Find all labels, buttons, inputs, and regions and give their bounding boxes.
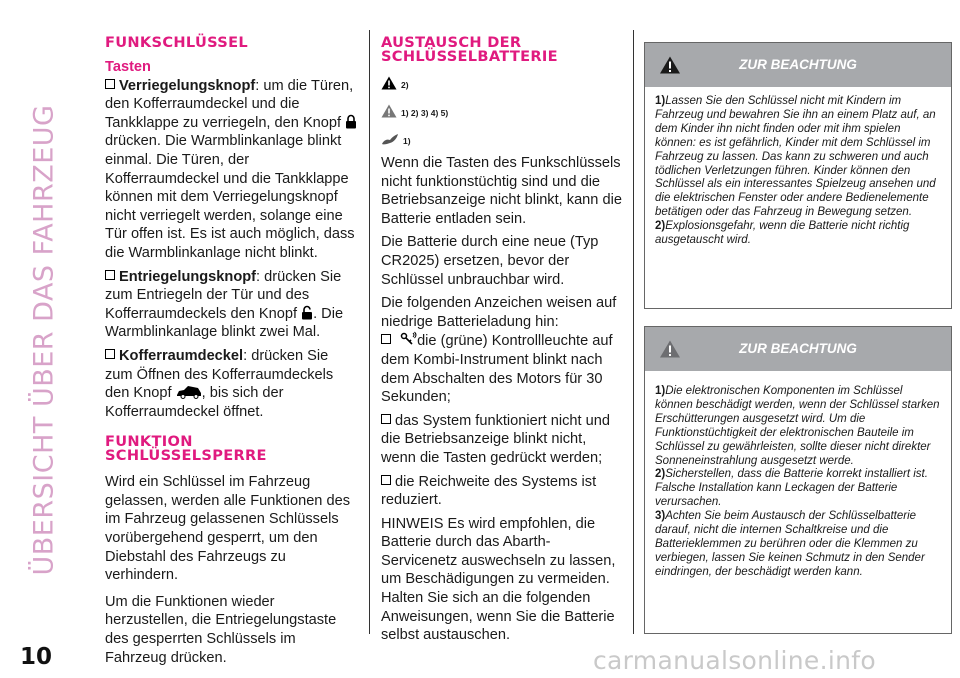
environment-reference: [381, 132, 625, 146]
car-trunk-icon: [176, 385, 202, 399]
heading-funkschluessel: FUNKSCHLÜSSEL: [105, 34, 248, 51]
item-lock-label: Verriegelungsknopf: [119, 77, 256, 94]
paragraph: Die Batterie durch eine neue (Typ CR2025) ersetzen, bevor der Schlüssel unbrauchbar wird.: [381, 234, 599, 288]
note-number: 1): [655, 385, 666, 397]
warning-box-title: ZUR BEACHTUNG: [739, 341, 857, 356]
paragraph: Wird ein Schlüssel im Fahrzeug gelassen, werden alle Funktionen des im Fahrzeug gelassenen Schlüssels vorübergehend gesperrt, um den Diebstahl des Fahrzeugs zu verhindern.: [105, 474, 351, 584]
watermark: carmanualsonline.info: [593, 646, 876, 675]
checkbox-icon: [105, 270, 115, 280]
bullet-text: das System funktioniert nicht und die Betriebsanzeige blinkt nicht, wenn die Tasten gedrückt werden;: [381, 412, 610, 466]
warning-reference-2: [381, 104, 625, 118]
warning-box-1: [644, 42, 952, 309]
paragraph: HINWEIS Es wird empfohlen, die Batterie durch das Abarth-Servicenetz auswechseln zu lassen, um Beschädigungen zu vermeiden. Halten Sie sich an die folgenden Anweisungen, wenn Sie die Batterie selbst austauschen.: [381, 515, 616, 644]
warning-note: [655, 510, 941, 580]
heading-schluesselsperre: [105, 435, 359, 463]
warning-reference-1: [381, 76, 625, 90]
warning-box-header: [645, 327, 951, 371]
note-text: Lassen Sie den Schlüssel nicht mit Kindern im Fahrzeug und bewahren Sie ihn an einem Platz auf, an dem Kinder ihn nicht finden oder mit ihm spielen können: es ist gefährlich, Kinder mit dem Schlüssel im Fahrzeug zu lassen. Das kann zu schweren und auch tödlichen Verletzungen führen. Kinder können den Schlüssel als ein interessantes Spielzeug ansehen und die elektrischen Fenster oder andere Bedienelemente betätigen oder das Fahrzeug in Bewegung setzen.: [655, 95, 936, 219]
checkbox-icon: [381, 414, 391, 424]
unlock-icon: [301, 305, 313, 320]
item-trunk-text-a: : drücken Sie zum Öffnen des Kofferraumdeckels den Knopf: [105, 347, 334, 402]
warning-note: [655, 468, 941, 510]
checkbox-icon: [105, 79, 115, 89]
heading-batterie-line1: AUSTAUSCH DER: [381, 34, 522, 51]
note-text: Achten Sie beim Austausch der Schlüsselbatterie darauf, nicht die internen Schaltkreise und die Batterieklemmen zu berühren oder die Klemmen zu verbiegen, lassen Sie keinen Schmutz in den Sender eindringen, der beschädigt werden kann.: [655, 510, 925, 578]
reference-numbers: 1) 2) 3) 4) 5): [401, 108, 449, 118]
column-divider-2: [633, 30, 634, 634]
note-number: 2): [655, 220, 666, 233]
item-unlock-button: [105, 268, 359, 342]
column-divider-1: [369, 30, 370, 634]
page-number: 10: [20, 644, 53, 670]
checkbox-icon: [105, 349, 115, 359]
checkbox-icon: [381, 334, 391, 344]
item-lock-text-a: : um die Türen, den Kofferraumdeckel und die Tankklappe zu verriegeln, den Knopf: [105, 77, 354, 131]
lock-icon: [345, 114, 357, 129]
note-text: Die elektronischen Komponenten im Schlüssel können beschädigt werden, wenn der Schlüssel starken Erschütterungen ausgesetzt wird. Um die Funktionstüchtigkeit der elektronischen Bauteile im Schlüssel zu gewährleisten, sollte dieser nicht direkter Sonneneinstrahlung ausgesetzt werde.: [655, 385, 940, 467]
heading-schluesselsperre-line2: SCHLÜSSELSPERRE: [105, 447, 267, 465]
column-1: [105, 36, 359, 672]
note-number: 1): [655, 95, 666, 107]
warning-note: [655, 95, 941, 220]
reference-number: 2): [401, 80, 409, 90]
note-number: 2): [655, 468, 666, 481]
item-unlock-text-b: . Die Warmblinkanlage blinkt zwei Mal.: [105, 305, 344, 341]
key-warning-light-icon: [399, 331, 417, 347]
warning-note: [655, 220, 941, 248]
heading-schluesselsperre-line1: FUNKTION: [105, 433, 193, 451]
bullet-item: [381, 473, 625, 510]
warning-box-header: [645, 43, 951, 87]
warning-box-title: ZUR BEACHTUNG: [739, 57, 857, 72]
note-text: Sicherstellen, dass die Batterie korrekt installiert ist. Falsche Installation kann Leckagen der Batterie verursachen.: [655, 468, 928, 509]
item-trunk-text-b: , bis sich der Kofferraumdeckel öffnet.: [105, 385, 284, 420]
paragraph: Wenn die Tasten des Funkschlüssels nicht funktionstüchtig sind und die Betriebsanzeige nicht blinkt, kann die Batterie entladen sein.: [381, 155, 622, 227]
item-lock-button: [105, 77, 359, 263]
item-trunk-label: Kofferraumdeckel: [119, 347, 244, 364]
note-number: 3): [655, 510, 666, 523]
reference-number: 1): [403, 136, 411, 146]
warning-note: [655, 385, 941, 468]
warning-box-body: [645, 371, 951, 586]
bullet-text: die (grüne) Kontrollleuchte auf dem Kombi-Instrument blinkt nach dem Abschalten des Motors für 30 Sekunden;: [381, 333, 613, 406]
warning-triangle-icon: [659, 56, 681, 75]
item-lock-text-b: drücken. Die Warmblinkanlage blinkt einmal. Die Türen, der Kofferraumdeckel und die Tankklappe können mit dem Verriegelungsknopf nicht verriegelt werden, solange eine Tür offen ist. Es ist auch möglich, dass die Warmblinkanlage nicht blinkt.: [105, 133, 355, 261]
subheading-tasten: Tasten: [105, 59, 151, 75]
paragraph: Um die Funktionen wieder herzustellen, die Entriegelungstaste des gesperrten Schlüssels im Fahrzeug drücken.: [105, 593, 337, 666]
caution-triangle-icon: [659, 340, 681, 359]
bullet-item: [381, 331, 625, 406]
column-2: [381, 36, 625, 650]
caution-triangle-icon: [381, 104, 397, 118]
paragraph: Die folgenden Anzeichen weisen auf niedrige Batterieladung hin:: [381, 295, 617, 330]
bullet-text: die Reichweite des Systems ist reduziert.: [381, 473, 597, 509]
bullet-item: [381, 412, 625, 468]
chapter-side-label-text: ÜBERSICHT ÜBER DAS FAHRZEUG: [28, 104, 60, 576]
warning-box-body: [645, 87, 951, 254]
heading-batterie-line2: SCHLÜSSELBATTERIE: [381, 48, 558, 65]
item-trunk-button: [105, 347, 359, 421]
heading-batterie: [381, 36, 625, 64]
item-unlock-label: Entriegelungsknopf: [119, 268, 257, 285]
warning-triangle-icon: [381, 76, 397, 90]
note-text: Explosionsgefahr, wenn die Batterie nicht richtig ausgetauscht wird.: [655, 220, 910, 247]
checkbox-icon: [381, 475, 391, 485]
warning-box-2: [644, 326, 952, 634]
environment-hand-icon: [381, 132, 399, 146]
item-unlock-text-a: : drücken Sie zum Entriegeln der Tür und des Kofferraumdeckels den Knopf: [105, 268, 342, 322]
